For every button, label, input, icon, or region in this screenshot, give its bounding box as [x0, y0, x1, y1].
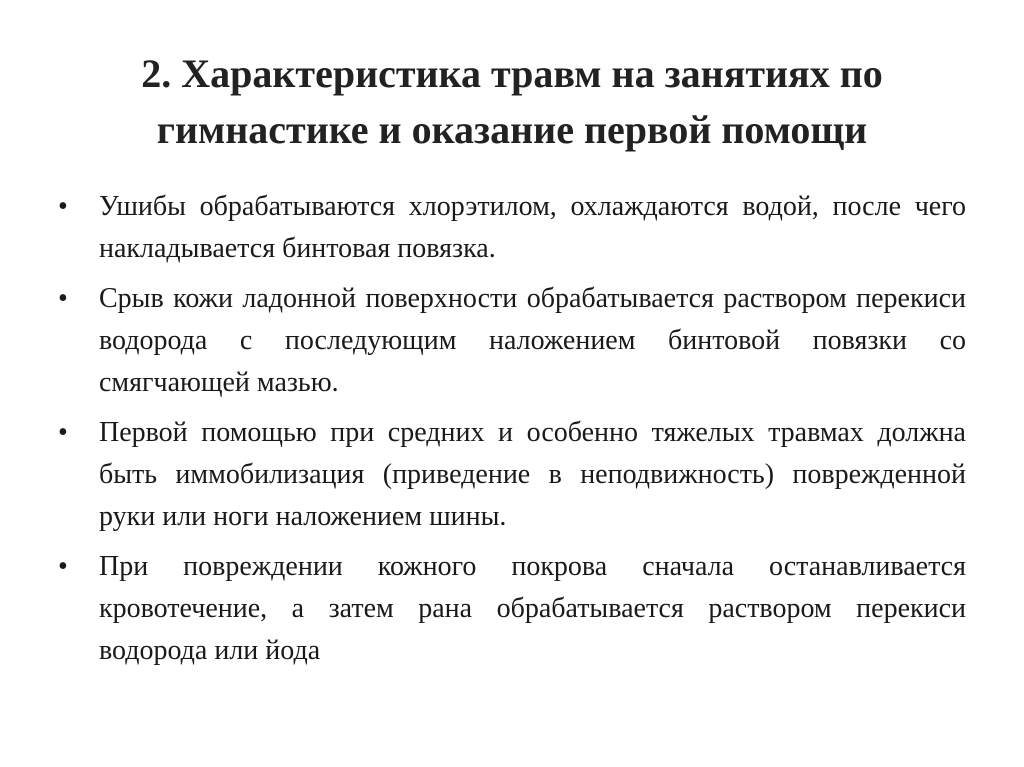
bullet-marker: •: [58, 551, 68, 582]
bullet-item-immobilization: [58, 412, 966, 538]
bullet-text: Срыв кожи ладонной поверхности обрабатывается раствором перекиси водорода с последующим наложением бинтовой повязки со смягчающей мазью.: [99, 283, 966, 398]
bullet-marker: •: [58, 191, 68, 222]
title-line-2: гимнастике и оказание первой помощи: [156, 107, 868, 152]
bullet-item-palm-skin: [58, 278, 966, 404]
bullet-text: Ушибы обрабатываются хлорэтилом, охлаждаются водой, после чего накладывается бинтовая повязка.: [99, 191, 966, 264]
bullet-text: Первой помощью при средних и особенно тяжелых травмах должна быть иммобилизация (приведение в неподвижность) поврежденной руки или ноги наложением шины.: [99, 417, 966, 532]
bullet-marker: •: [58, 417, 68, 448]
bullet-item-skin-wound: [58, 546, 966, 672]
bullet-text: При повреждении кожного покрова сначала останавливается кровотечение, а затем рана обрабатывается раствором перекиси водорода или йода: [99, 551, 966, 666]
bullet-item-bruises: [58, 186, 966, 270]
bullet-list: [58, 186, 966, 680]
slide-title: [40, 46, 984, 158]
bullet-marker: •: [58, 283, 68, 314]
title-line-1: 2. Характеристика травм на занятиях по: [141, 51, 883, 96]
